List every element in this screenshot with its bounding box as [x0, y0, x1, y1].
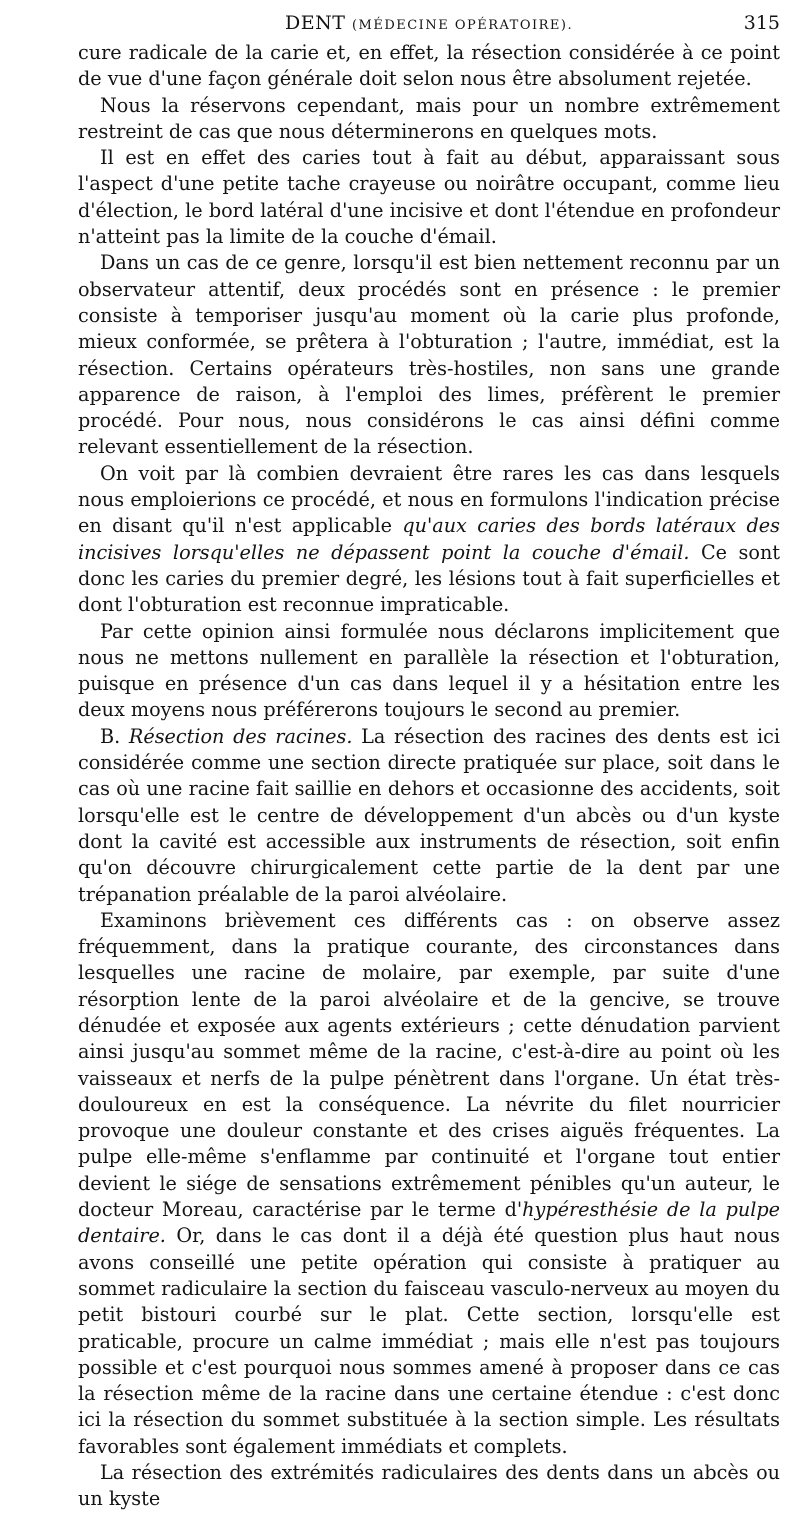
paragraph-1: cure radicale de la carie et, en effet, la résection considérée à ce point de vue d'une façon générale doit selon nous être absolument rejetée.: [78, 41, 780, 91]
page-number: 315: [743, 12, 780, 34]
paragraph-6: Par cette opinion ainsi formulée nous déclarons implicitement que nous ne mettons nullement en parallèle la résection et l'obturation, puisque en présence d'un cas dans lequel il y a hésitation entre les deux moyens nous préférerons toujours le second au premier.: [78, 619, 780, 722]
paragraph-3: Il est en effet des caries tout à fait au début, apparaissant sous l'aspect d'une petite tache crayeuse ou noirâtre occupant, comme lieu d'élection, le bord latéral d'une incisive et dont l'étendue en profondeur n'atteint pas la limite de la couche d'émail.: [78, 146, 780, 249]
running-header: [78, 0, 780, 40]
italic-phrase: qu'aux caries des bords latéraux des incisives lorsqu'elles ne dépassent point la couche d'émail.: [78, 514, 780, 564]
running-subtitle: (MÉDECINE OPÉRATOIRE).: [351, 18, 574, 33]
paragraph-5: On voit par là combien devraient être rares les cas dans lesquels nous emploierions ce procédé, et nous en formulons l'indication précise en disant qu'il n'est applicable qu'aux caries des bords latéraux des incisives lorsqu'elles ne dépassent point la couche d'émail. Ce sont donc les caries du premier degré, les lésions tout à fait superficielles et dont l'obturation est reconnue impraticable.: [78, 461, 781, 617]
paragraph-9: La résection des extrémités radiculaires des dents dans un abcès ou un kyste: [78, 1461, 780, 1511]
paragraph-4: Dans un cas de ce genre, lorsqu'il est bien nettement reconnu par un observateur attentif, deux procédés sont en présence : le premier consiste à temporiser jusqu'au moment où la carie plus profonde, mieux conformée, se prêtera à l'obturation ; l'autre, immédiat, est la résection. Certains opérateurs très-hostiles, non sans une grande apparence de raison, à l'emploi des limes, préfèrent le premier procédé. Pour nous, nous considérons le cas ainsi défini comme relevant essentiellement de la résection.: [78, 251, 780, 459]
italic-term: hypéresthésie de la pulpe dentaire.: [78, 1198, 780, 1248]
paragraph-7: B. Résection des racines. La résection des racines des dents est ici considérée comme une section directe pratiquée sur place, soit dans le cas où une racine fait saillie en dehors et occasionne des accidents, soit lorsqu'elle est le centre de développement d'un abcès ou d'un kyste dont la cavité est accessible aux instruments de résection, soit enfin qu'on découvre chirurgicalement cette partie de la dent par une trépanation préalable de la paroi alvéolaire.: [78, 724, 780, 906]
body-text: [78, 40, 780, 1513]
running-title: DENT (MÉDECINE OPÉRATOIRE).: [285, 12, 574, 34]
paragraph-2: Nous la réservons cependant, mais pour un nombre extrêmement restreint de cas que nous déterminerons en quelques mots.: [78, 93, 780, 143]
paragraph-8: Examinons brièvement ces différents cas : on observe assez fréquemment, dans la pratique courante, des circonstances dans lesquelles une racine de molaire, par exemple, par suite d'une résorption lente de la paroi alvéolaire et de la gencive, se trouve dénudée et exposée aux agents extérieurs ; cette dénudation parvient ainsi jusqu'au sommet même de la racine, c'est-à-dire au point où les vaisseaux et nerfs de la pulpe pénètrent dans l'organe. Un état très-douloureux en est la conséquence. La névrite du filet nourricier provoque une douleur constante et des crises aiguës fréquentes. La pulpe elle-même s'enflamme par continuité et l'organe tout entier devient le siége de sensations extrêmement pénibles qu'un auteur, le docteur Moreau, caractérise par le terme d'hypéresthésie de la pulpe dentaire. Or, dans le cas dont il a déjà été question plus haut nous avons conseillé une petite opération qui consiste à pratiquer au sommet radiculaire la section du faisceau vasculo-nerveux au moyen du petit bistouri courbé sur le plat. Cette section, lorsqu'elle est praticable, procure un calme immédiat ; mais elle n'est pas toujours possible et c'est pourquoi nous sommes amené à proposer dans ce cas la résection même de la racine dans une certaine étendue : c'est donc ici la résection du sommet substituée à la section simple. Les résultats favorables sont également immédiats et complets.: [78, 908, 780, 1458]
section-heading: Résection des racines.: [128, 724, 353, 748]
